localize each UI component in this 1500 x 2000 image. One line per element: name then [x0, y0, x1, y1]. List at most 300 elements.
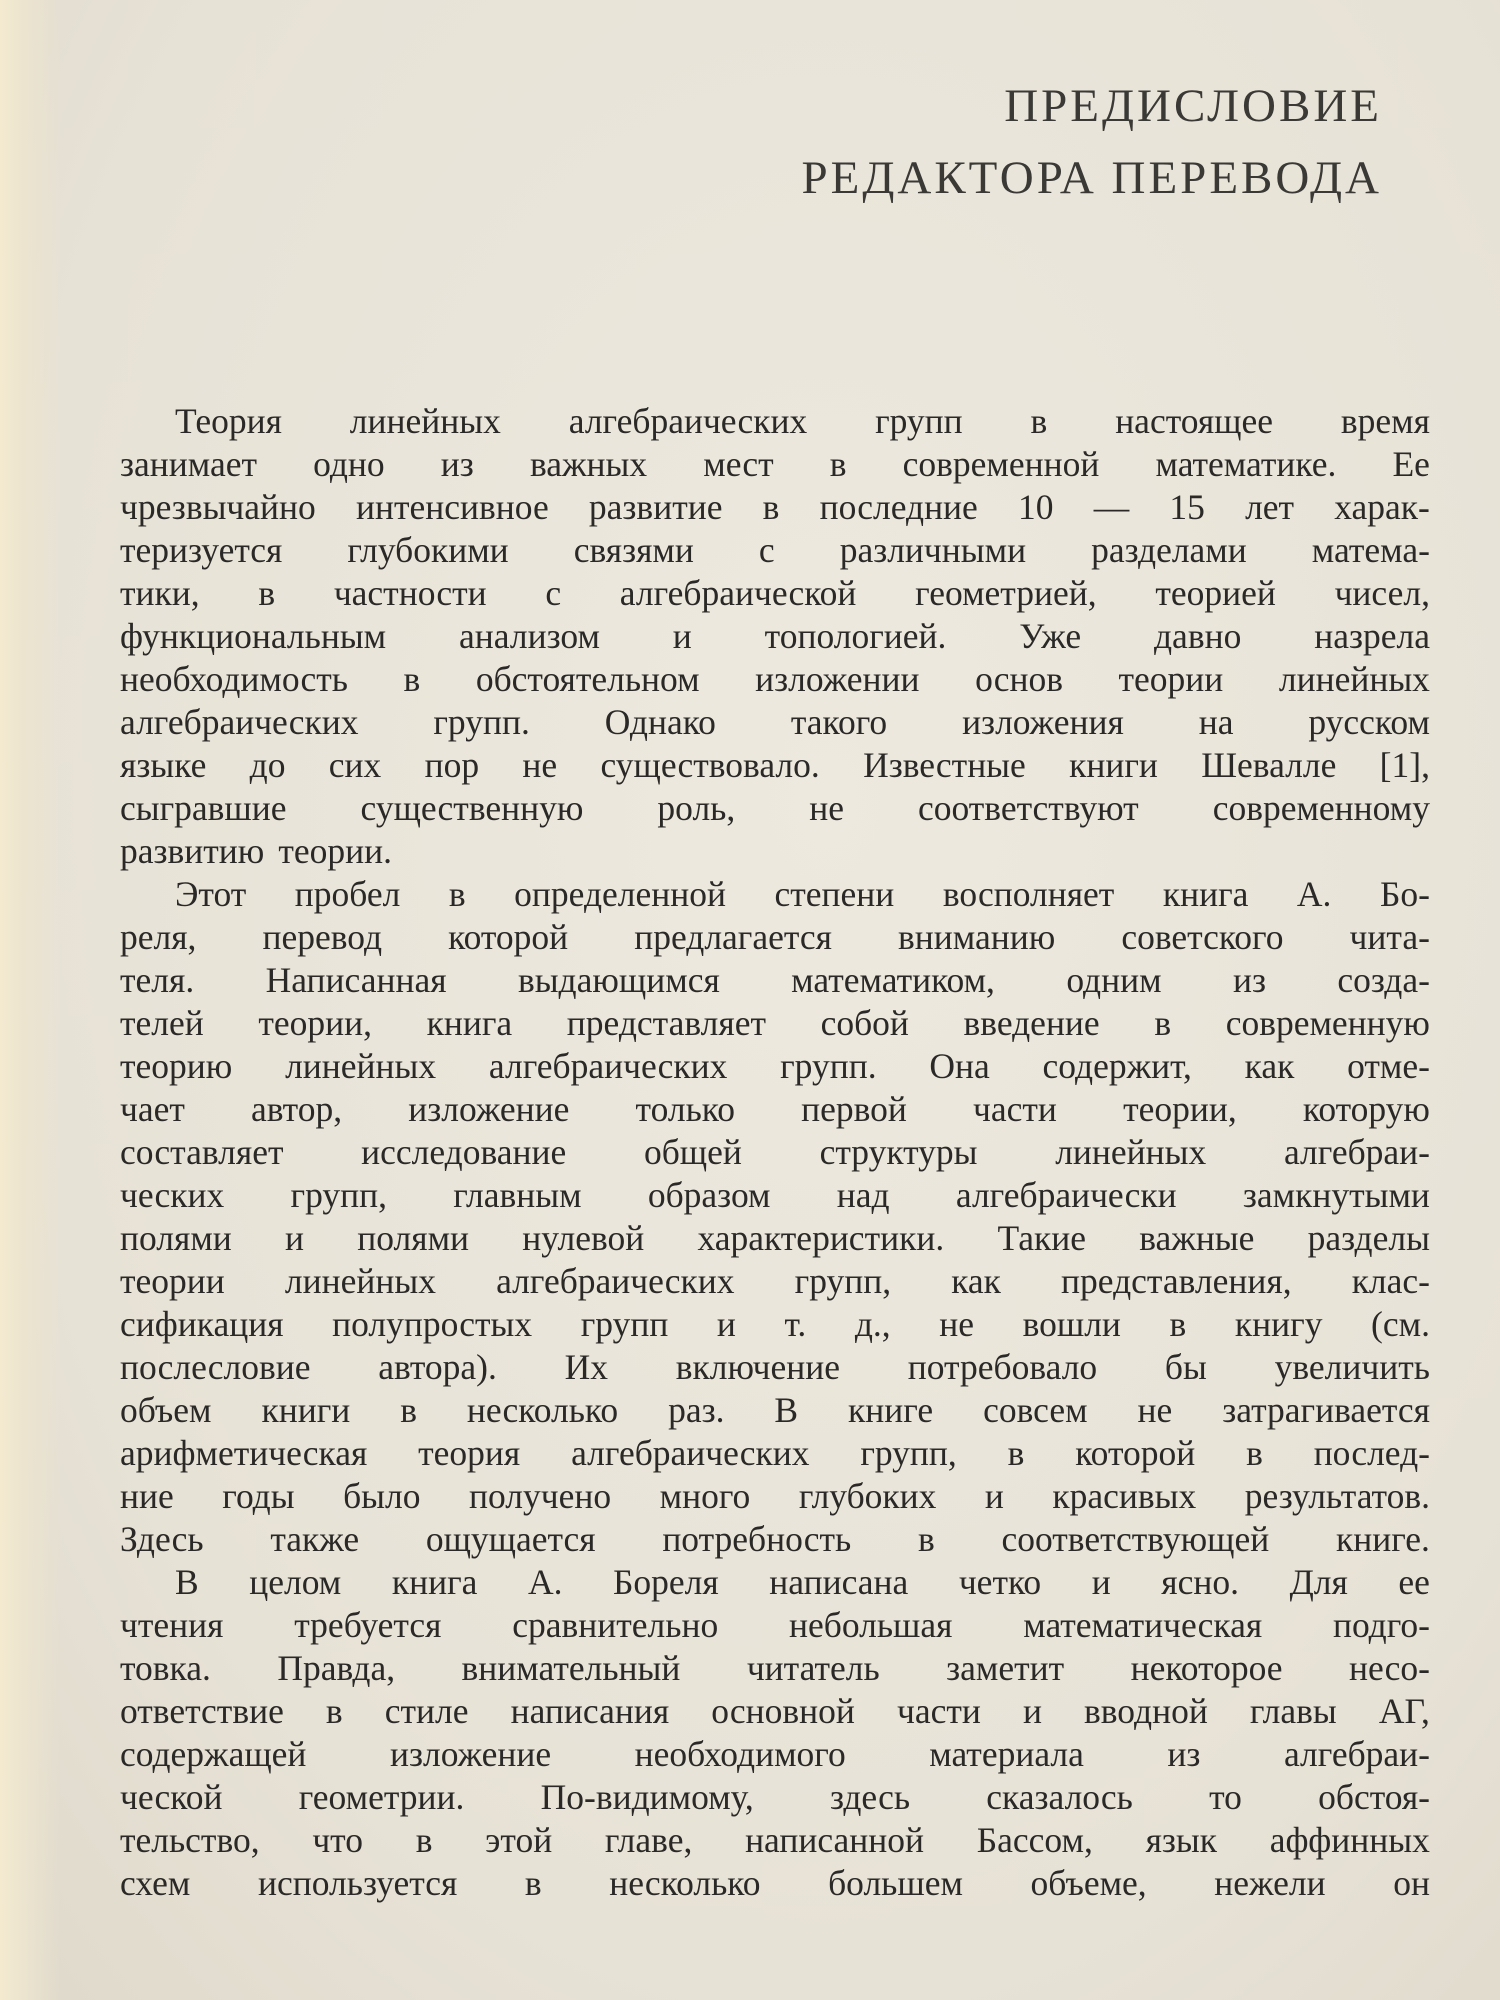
word: в — [829, 444, 847, 484]
word: занимает — [120, 444, 258, 484]
word: ее — [1398, 1562, 1430, 1602]
word: аффинных — [1269, 1820, 1430, 1860]
word: много — [659, 1476, 751, 1516]
word: одно — [313, 444, 385, 484]
word: развитие — [588, 487, 723, 527]
word: мест — [703, 444, 774, 484]
word: ческой — [120, 1777, 223, 1817]
word: схем — [120, 1863, 191, 1903]
word: теории — [1118, 659, 1224, 699]
word: написания — [510, 1691, 670, 1731]
word: в — [400, 1390, 417, 1430]
word: подго- — [1332, 1605, 1430, 1645]
text-line — [120, 830, 1430, 873]
word: алгебраических — [571, 1433, 810, 1473]
word: 15 — [1169, 487, 1205, 527]
word: которую — [1302, 1089, 1430, 1129]
word: изложение — [408, 1089, 570, 1129]
word: бы — [1164, 1347, 1207, 1387]
word: чита- — [1349, 917, 1430, 957]
word: вводной — [1084, 1691, 1208, 1731]
word: которой — [448, 917, 569, 957]
word: здесь — [829, 1777, 911, 1817]
word: раз. — [668, 1390, 725, 1430]
word: алгебраических — [496, 1261, 735, 1301]
word: теля. — [120, 960, 195, 1000]
word: алгебраи- — [1283, 1734, 1430, 1774]
word: чисел, — [1334, 573, 1430, 613]
word: ощущается — [425, 1519, 596, 1559]
word: из — [1167, 1734, 1201, 1774]
word: главе, — [604, 1820, 693, 1860]
word: пор — [424, 745, 480, 785]
word: книге. — [1335, 1519, 1430, 1559]
word: тики, — [120, 573, 200, 613]
word: в — [1007, 1433, 1025, 1473]
word: теории — [120, 1261, 225, 1301]
text-line — [120, 1174, 1430, 1217]
word: части — [973, 1089, 1057, 1129]
word: сыгравшие — [120, 788, 287, 828]
word: линейных — [285, 1046, 437, 1086]
text-line — [120, 1604, 1430, 1647]
text-line — [120, 1303, 1430, 1346]
word: которой — [1075, 1433, 1196, 1473]
word: что — [312, 1820, 363, 1860]
word: в — [325, 1691, 343, 1731]
chapter-heading — [801, 70, 1382, 214]
word: до — [249, 745, 286, 785]
word: в — [1246, 1433, 1263, 1473]
word: развитию — [120, 831, 265, 871]
word: несколько — [609, 1863, 761, 1903]
word: т. — [784, 1304, 807, 1344]
word: результатов. — [1244, 1476, 1430, 1516]
word: также — [270, 1519, 360, 1559]
word: связями — [573, 530, 694, 570]
text-line — [120, 1561, 1430, 1604]
word: теории. — [278, 831, 392, 871]
text-line — [120, 1819, 1430, 1862]
word: требуется — [294, 1605, 442, 1645]
word: написанной — [745, 1820, 925, 1860]
word: необходимость — [120, 659, 348, 699]
text-line — [120, 1862, 1430, 1905]
word: реля, — [120, 917, 197, 957]
word: такого — [790, 702, 888, 742]
word: алгебраи- — [1283, 1132, 1430, 1172]
word: глубокими — [347, 530, 509, 570]
word: стиле — [384, 1691, 469, 1731]
word: перевод — [262, 917, 383, 957]
word: на — [1198, 702, 1234, 742]
word: послесловие — [120, 1347, 311, 1387]
word: существовало. — [600, 745, 820, 785]
word: групп. — [780, 1046, 877, 1086]
word: полями — [120, 1218, 232, 1258]
word: было — [343, 1476, 421, 1516]
word: сказалось — [986, 1777, 1133, 1817]
word: сификация — [120, 1304, 284, 1344]
word: красивых — [1052, 1476, 1197, 1516]
word: важные — [1139, 1218, 1255, 1258]
word: автор, — [251, 1089, 343, 1129]
word: книге — [848, 1390, 934, 1430]
word: чтения — [120, 1605, 224, 1645]
word: выдающимся — [517, 960, 720, 1000]
word: Известные — [863, 745, 1026, 785]
word: и — [984, 1476, 1004, 1516]
word: в — [1030, 401, 1048, 441]
word: и — [1091, 1562, 1111, 1602]
word: давно — [1154, 616, 1242, 656]
word: (см. — [1371, 1304, 1430, 1344]
word: чает — [120, 1089, 185, 1129]
word: разделы — [1307, 1218, 1430, 1258]
word: книга — [426, 1003, 513, 1043]
word: телей — [120, 1003, 204, 1043]
word: и — [1022, 1691, 1042, 1731]
word: Бассом, — [976, 1820, 1093, 1860]
word: в — [1154, 1003, 1172, 1043]
word: современную — [1225, 1003, 1430, 1043]
word: современному — [1212, 788, 1430, 828]
word: годы — [222, 1476, 295, 1516]
word: читатель — [746, 1648, 880, 1688]
word: разделами — [1091, 530, 1247, 570]
word: Она — [929, 1046, 990, 1086]
word: Бореля — [613, 1562, 719, 1602]
text-line — [120, 529, 1430, 572]
word: теории, — [1123, 1089, 1237, 1129]
word: время — [1340, 401, 1430, 441]
word: не — [522, 745, 558, 785]
word: чрезвычайно — [120, 487, 316, 527]
word: объем — [120, 1390, 212, 1430]
word: объеме, — [1030, 1863, 1147, 1903]
word: совсем — [983, 1390, 1088, 1430]
word: Такие — [997, 1218, 1086, 1258]
word: современной — [902, 444, 1100, 484]
text-line — [120, 1217, 1430, 1260]
word: последние — [819, 487, 978, 527]
word: алгебраических — [120, 702, 359, 742]
word: одним — [1066, 960, 1162, 1000]
word: содержит, — [1042, 1046, 1192, 1086]
text-line — [120, 1131, 1430, 1174]
word: не — [809, 788, 844, 828]
word: АГ, — [1378, 1691, 1430, 1731]
word: этой — [485, 1820, 553, 1860]
word: несколько — [466, 1390, 619, 1430]
word: внимательный — [461, 1648, 681, 1688]
word: линейных — [1278, 659, 1430, 699]
heading-line-1: ПРЕДИСЛОВИЕ — [1004, 80, 1382, 132]
word: послед- — [1313, 1433, 1430, 1473]
word: д., — [854, 1304, 891, 1344]
word: А. — [527, 1562, 563, 1602]
word: материала — [929, 1734, 1084, 1774]
word: роль, — [657, 788, 736, 828]
word: восполняет — [942, 874, 1115, 914]
word: линейных — [349, 401, 501, 441]
word: основ — [975, 659, 1063, 699]
text-line — [120, 1432, 1430, 1475]
word: первой — [801, 1089, 907, 1129]
word: [1], — [1379, 745, 1430, 785]
text-line — [120, 1475, 1430, 1518]
word: потребовало — [907, 1347, 1098, 1387]
word: назрела — [1314, 616, 1430, 656]
word: замкнутыми — [1242, 1175, 1430, 1215]
word: Этот — [175, 874, 247, 914]
word: потребность — [662, 1519, 852, 1559]
word: В — [175, 1562, 199, 1602]
word: товка. — [120, 1648, 211, 1688]
word: частности — [333, 573, 487, 613]
text-line — [120, 658, 1430, 701]
word: созда- — [1337, 960, 1430, 1000]
word: язык — [1145, 1820, 1218, 1860]
word: собой — [820, 1003, 909, 1043]
word: советского — [1121, 917, 1284, 957]
word: не — [1137, 1390, 1173, 1430]
word: полупростых — [332, 1304, 533, 1344]
word: в — [415, 1820, 433, 1860]
word: 10 — [1018, 487, 1054, 527]
word: введение — [963, 1003, 1100, 1043]
word: теризуется — [120, 530, 283, 570]
word: анализом — [459, 616, 600, 656]
word: увеличить — [1274, 1347, 1430, 1387]
word: сих — [328, 745, 382, 785]
word: он — [1393, 1863, 1430, 1903]
word: ответствие — [120, 1691, 284, 1731]
word: некоторое — [1130, 1648, 1283, 1688]
word: четко — [958, 1562, 1042, 1602]
word: существенную — [360, 788, 584, 828]
word: с — [545, 573, 562, 613]
word: клас- — [1351, 1261, 1430, 1301]
word: По-видимому, — [540, 1777, 754, 1817]
word: харак- — [1334, 487, 1430, 527]
word: и — [672, 616, 692, 656]
text-line — [120, 572, 1430, 615]
word: обстоя- — [1318, 1777, 1430, 1817]
word: обстоятельном — [475, 659, 700, 699]
word: характеристики. — [697, 1218, 945, 1258]
word: общей — [643, 1132, 742, 1172]
word: ние — [120, 1476, 174, 1516]
text-line — [120, 1002, 1430, 1045]
word: содержащей — [120, 1734, 307, 1774]
word: Однако — [604, 702, 716, 742]
word: книгу — [1234, 1304, 1323, 1344]
word: ясно. — [1161, 1562, 1239, 1602]
text-line — [120, 1389, 1430, 1432]
word: затрагивается — [1222, 1390, 1430, 1430]
text-line — [120, 916, 1430, 959]
word: в — [1169, 1304, 1187, 1344]
text-line — [120, 1088, 1430, 1131]
word: Ее — [1392, 444, 1430, 484]
word: с — [758, 530, 775, 570]
word: нежели — [1214, 1863, 1326, 1903]
word: русском — [1308, 702, 1430, 742]
word: алгебраической — [619, 573, 857, 613]
word: Теория — [175, 401, 282, 441]
word: Их — [564, 1347, 609, 1387]
word: большем — [828, 1863, 963, 1903]
word: Бо- — [1379, 874, 1430, 914]
word: групп, — [794, 1261, 892, 1301]
word: в — [403, 659, 421, 699]
word: исследование — [361, 1132, 567, 1172]
word: небольшая — [789, 1605, 953, 1645]
word: не — [939, 1304, 975, 1344]
word: главным — [453, 1175, 582, 1215]
word: получено — [469, 1476, 612, 1516]
word: основной — [711, 1691, 855, 1731]
word: сравнительно — [512, 1605, 719, 1645]
word: части — [896, 1691, 981, 1731]
word: книги — [261, 1390, 351, 1430]
word: Написанная — [265, 960, 447, 1000]
word: групп. — [433, 702, 530, 742]
word: составляет — [120, 1132, 284, 1172]
text-line — [120, 443, 1430, 486]
text-line — [120, 1260, 1430, 1303]
word: геометрии. — [298, 1777, 465, 1817]
text-line — [120, 400, 1430, 443]
word: настоящее — [1115, 401, 1273, 441]
word: только — [635, 1089, 735, 1129]
word: математиком, — [791, 960, 995, 1000]
text-line — [120, 1045, 1430, 1088]
word: В — [774, 1390, 799, 1430]
word: степени — [774, 874, 895, 914]
word: в — [762, 487, 780, 527]
word: предлагается — [634, 917, 832, 957]
word: групп — [875, 401, 963, 441]
word: изложения — [962, 702, 1124, 742]
word: в — [448, 874, 466, 914]
word: заметит — [946, 1648, 1065, 1688]
word: автора). — [378, 1347, 497, 1387]
text-line — [120, 744, 1430, 787]
word: линейных — [284, 1261, 436, 1301]
word: используется — [258, 1863, 458, 1903]
word: глубоких — [798, 1476, 937, 1516]
word: групп, — [860, 1433, 957, 1473]
word: из — [440, 444, 474, 484]
text-line — [120, 1776, 1430, 1819]
word: матема- — [1311, 530, 1430, 570]
text-line — [120, 959, 1430, 1002]
word: Правда, — [277, 1648, 396, 1688]
word: важных — [529, 444, 648, 484]
word: включение — [675, 1347, 841, 1387]
word: отме- — [1347, 1046, 1430, 1086]
word: в — [524, 1863, 542, 1903]
word: алгебраических — [488, 1046, 728, 1086]
word: алгебраически — [955, 1175, 1177, 1215]
word: А. — [1296, 874, 1332, 914]
word: алгебраических — [568, 401, 808, 441]
word: Здесь — [120, 1519, 204, 1559]
word: то — [1209, 1777, 1242, 1817]
word: геометрией, — [915, 573, 1097, 613]
word: необходимого — [634, 1734, 846, 1774]
word: вниманию — [897, 917, 1056, 957]
word: математическая — [1023, 1605, 1263, 1645]
word: определенной — [514, 874, 726, 914]
word: из — [1232, 960, 1267, 1000]
text-line — [120, 701, 1430, 744]
word: математике. — [1155, 444, 1337, 484]
word: представляет — [566, 1003, 766, 1043]
word: Для — [1289, 1562, 1348, 1602]
word: теорию — [120, 1046, 233, 1086]
word: в — [917, 1519, 935, 1559]
text-line — [120, 615, 1430, 658]
word: как — [951, 1261, 1001, 1301]
word: структуры — [819, 1132, 978, 1172]
word: в — [258, 573, 276, 613]
word: групп, — [290, 1175, 387, 1215]
word: линейных — [1055, 1132, 1207, 1172]
word: пробел — [294, 874, 401, 914]
heading-line-2: РЕДАКТОРА ПЕРЕВОДА — [801, 152, 1382, 204]
word: несо- — [1349, 1648, 1430, 1688]
word: написана — [769, 1562, 909, 1602]
word: групп — [580, 1304, 669, 1344]
text-line — [120, 1346, 1430, 1389]
text-line — [120, 1518, 1430, 1561]
text-line — [120, 1647, 1430, 1690]
word: Шевалле — [1201, 745, 1337, 785]
word: функциональным — [120, 616, 387, 656]
word: теория — [418, 1433, 521, 1473]
word: вошли — [1022, 1304, 1121, 1344]
word: теорией — [1155, 573, 1276, 613]
word: лет — [1245, 487, 1295, 527]
word: нулевой — [522, 1218, 645, 1258]
word: как — [1244, 1046, 1295, 1086]
word: главы — [1249, 1691, 1337, 1731]
text-line — [120, 787, 1430, 830]
word: соответствующей — [1001, 1519, 1270, 1559]
word: различными — [839, 530, 1027, 570]
word: книги — [1069, 745, 1158, 785]
word: книга — [391, 1562, 478, 1602]
word: изложении — [755, 659, 920, 699]
word: соответствуют — [917, 788, 1139, 828]
word: образом — [647, 1175, 771, 1215]
word: ческих — [120, 1175, 225, 1215]
word: представления, — [1061, 1261, 1292, 1301]
word: над — [836, 1175, 890, 1215]
word: интенсивное — [355, 487, 549, 527]
word: изложение — [389, 1734, 552, 1774]
text-line — [120, 873, 1430, 916]
text-line — [120, 486, 1430, 529]
word: Уже — [1019, 616, 1082, 656]
text-line — [120, 1733, 1430, 1776]
word: языке — [120, 745, 207, 785]
word: полями — [357, 1218, 470, 1258]
page-gutter-shadow — [0, 0, 60, 2000]
